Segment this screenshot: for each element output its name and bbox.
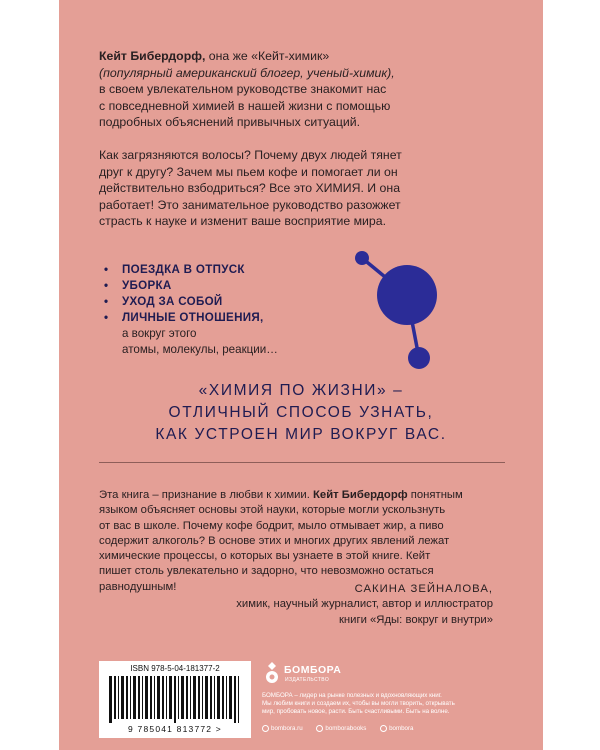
social-icon xyxy=(316,725,323,732)
review-line: содержит алкоголь? В основе этих и многих других явлений лежат xyxy=(99,534,450,547)
publisher-blurb xyxy=(262,692,532,717)
topics-subline: атомы, молекулы, реакции… xyxy=(122,343,278,356)
back-cover xyxy=(59,0,543,750)
barcode-bar xyxy=(169,676,172,719)
barcode-bar xyxy=(181,676,184,719)
topic-label: УХОД ЗА СОБОЙ xyxy=(122,295,223,308)
barcode-bar xyxy=(202,676,203,719)
questions-line: друг к другу? Зачем мы пьем кофе и помогает ли он xyxy=(99,164,398,179)
topic-item xyxy=(104,310,364,326)
messenger-label: bombora xyxy=(389,725,414,733)
barcode-bar xyxy=(210,676,212,719)
barcode-bar xyxy=(109,676,112,723)
publisher-logo-icon xyxy=(262,661,282,685)
quote-line: «ХИМИЯ ПО ЖИЗНИ» – xyxy=(198,382,404,399)
intro-paragraph xyxy=(99,48,519,131)
barcode-bar xyxy=(234,676,236,723)
barcode-bar xyxy=(118,676,119,719)
barcode-bar xyxy=(178,676,179,719)
barcode-bar xyxy=(162,676,164,719)
barcode-bar xyxy=(226,676,227,719)
publisher-socials xyxy=(262,725,425,732)
messenger-link[interactable] xyxy=(380,725,413,732)
pull-quote xyxy=(59,380,543,446)
intro-line-1: она же «Кейт-химик» xyxy=(205,49,330,63)
barcode xyxy=(99,661,251,738)
quote-line: КАК УСТРОЕН МИР ВОКРУГ ВАС. xyxy=(155,426,447,443)
barcode-bar xyxy=(121,676,124,719)
barcode-bar xyxy=(166,676,167,719)
barcode-bar xyxy=(186,676,188,719)
barcode-bar xyxy=(138,676,140,719)
review-line: химические процессы, о которых вы узнаете в этой книге. Кейт xyxy=(99,550,431,563)
author-name: Кейт Бибердорф, xyxy=(99,49,206,63)
review-line: языком объясняет основы этой науки, которые могли ускользнуть xyxy=(99,504,446,517)
molecule-icon xyxy=(349,247,459,372)
review-signature xyxy=(236,582,493,628)
barcode-bar xyxy=(229,676,232,719)
review-line: равнодушным! xyxy=(99,580,177,593)
bullet: • xyxy=(104,311,109,324)
questions-line: действительно взбодриться? Все это ХИМИЯ. И она xyxy=(99,181,401,195)
barcode-bar xyxy=(214,676,215,719)
barcode-bar xyxy=(205,676,208,719)
barcode-bar xyxy=(157,676,160,719)
reviewer-name: САКИНА ЗЕЙНАЛОВА, xyxy=(354,583,493,595)
bullet: • xyxy=(104,263,109,276)
bullet: • xyxy=(104,295,109,308)
barcode-bar xyxy=(130,676,131,719)
social-link[interactable] xyxy=(316,725,366,732)
barcode-bar xyxy=(238,676,239,723)
publisher-brand: БОМБОРА xyxy=(284,664,342,676)
topic-item xyxy=(104,278,364,294)
review-author: Кейт Бибердорф xyxy=(313,489,408,501)
publisher-line: Мы любим книги и создаем их, чтобы вы могли творить, открывать xyxy=(262,700,455,708)
publisher-brand-sub: ИЗДАТЕЛЬСТВО xyxy=(285,677,330,683)
topics-subline: а вокруг этого xyxy=(122,327,197,340)
social-label: bomborabooks xyxy=(325,725,367,733)
intro-line-5: подробных объяснений привычных ситуаций. xyxy=(99,115,361,129)
topic-item xyxy=(104,262,364,278)
topic-label: ЛИЧНЫЕ ОТНОШЕНИЯ xyxy=(122,311,261,324)
barcode-bar xyxy=(222,676,224,719)
barcode-bar xyxy=(198,676,200,719)
intro-line-2: (популярный американский блогер, ученый-химик), xyxy=(99,65,395,80)
website-link[interactable] xyxy=(262,725,303,732)
barcode-bar xyxy=(190,676,191,719)
topics-list xyxy=(104,262,364,358)
barcode-bar xyxy=(126,676,128,719)
quote-line: ОТЛИЧНЫЙ СПОСОБ УЗНАТЬ, xyxy=(168,404,434,421)
questions-line: страсть к науке и изменит ваше восприятие мира. xyxy=(99,214,387,228)
review-line: пишет столь увлекательно и задорно, что невозможно остаться xyxy=(99,565,434,578)
barcode-bar xyxy=(114,676,116,719)
isbn-text: ISBN 978-5-04-181377-2 xyxy=(130,664,220,673)
bullet: • xyxy=(104,279,109,292)
barcode-bar xyxy=(154,676,155,719)
topic-label: УБОРКА xyxy=(122,279,172,292)
questions-paragraph xyxy=(99,147,519,230)
barcode-bar xyxy=(133,676,136,719)
review-line-1: Эта книга – признание в любви к химии. xyxy=(99,489,314,501)
review-line-1-end: понятным xyxy=(407,489,463,501)
review-paragraph xyxy=(99,488,519,595)
publisher-line: БОМБОРА – лидер на рынке полезных и вдохновляющих книг. xyxy=(262,692,442,699)
reviewer-role: химик, научный журналист, автор и иллюстратор xyxy=(236,598,493,611)
questions-line: Как загрязняются волосы? Почему двух людей тянет xyxy=(99,148,402,162)
barcode-number: 9 785041 813772 > xyxy=(128,724,222,734)
barcode-bar xyxy=(150,676,152,719)
messenger-icon xyxy=(380,725,387,732)
website-label: bombora.ru xyxy=(271,725,303,733)
barcode-bars xyxy=(107,676,243,723)
publisher-line: мир, пробовать новое, расти. Быть счастливыми. Быть на волне. xyxy=(262,708,450,716)
intro-line-4: с повседневной химией в нашей жизни с помощью xyxy=(99,98,391,113)
topic-label: ПОЕЗДКА В ОТПУСК xyxy=(122,263,245,276)
barcode-bar xyxy=(193,676,196,719)
topic-comma: , xyxy=(260,311,264,324)
reviewer-book: книги «Яды: вокруг и внутри» xyxy=(338,613,493,626)
topic-item xyxy=(104,294,364,310)
intro-line-3: в своем увлекательном руководстве знакомит нас xyxy=(99,82,387,96)
globe-icon xyxy=(262,725,269,732)
barcode-bar xyxy=(142,676,143,719)
barcode-bar xyxy=(145,676,148,719)
questions-line: работает! Это занимательное руководство разожжет xyxy=(99,197,401,212)
divider xyxy=(99,462,505,463)
barcode-bar xyxy=(174,676,176,723)
review-line: от вас в школе. Почему кофе бодрит, мыло отмывает жир, а пиво xyxy=(99,519,444,532)
barcode-bar xyxy=(217,676,220,719)
